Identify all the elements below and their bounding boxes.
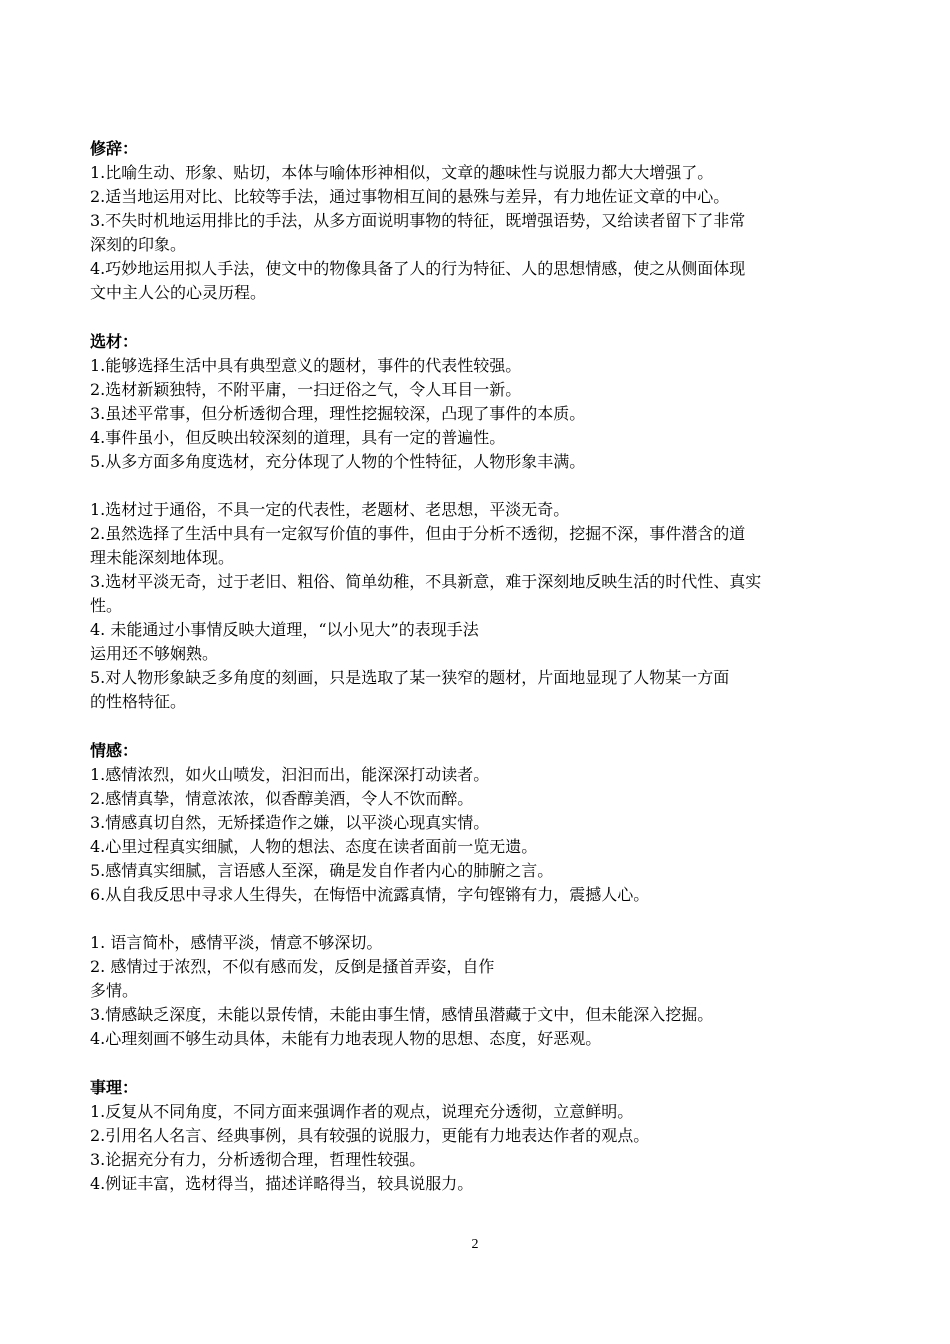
text-line: 4.心里过程真实细腻，人物的想法、态度在读者面前一览无遗。 xyxy=(90,837,538,856)
text-line: 理未能深刻地体现。 xyxy=(90,548,235,567)
text-line: 6.从自我反思中寻求人生得失，在悔悟中流露真情，字句铿锵有力，震撼人心。 xyxy=(90,885,650,904)
rhetoric-section xyxy=(90,137,870,305)
text-line: 多情。 xyxy=(90,981,139,1000)
text-line: 3.论据充分有力，分析透彻合理，哲理性较强。 xyxy=(90,1150,426,1169)
text-line: 3.情感真切自然，无矫揉造作之嫌，以平淡心现真实情。 xyxy=(90,813,490,832)
text-line: 3.不失时机地运用排比的手法，从多方面说明事物的特征，既增强语势，又给读者留下了非常 xyxy=(90,211,746,230)
text-line: 2.适当地运用对比、比较等手法，通过事物相互间的悬殊与差异，有力地佐证文章的中心。 xyxy=(90,187,730,206)
text-line: 4.例证丰富，选材得当，描述详略得当，较具说服力。 xyxy=(90,1174,474,1193)
text-line: 1. 语言简朴，感情平淡，情意不够深切。 xyxy=(90,933,383,952)
reasoning-section xyxy=(90,1076,870,1196)
text-line: 2. 感情过于浓烈，不似有感而发，反倒是搔首弄姿，自作 xyxy=(90,957,495,976)
text-line: 的性格特征。 xyxy=(90,692,187,711)
text-line: 1.反复从不同角度，不同方面来强调作者的观点，说理充分透彻，立意鲜明。 xyxy=(90,1102,634,1121)
section-heading: 事理： xyxy=(90,1078,139,1097)
text-line: 5.对人物形象缺乏多角度的刻画，只是选取了某一狭窄的题材，片面地显现了人物某一方面 xyxy=(90,668,730,687)
text-line: 文中主人公的心灵历程。 xyxy=(90,283,267,302)
text-line: 性。 xyxy=(90,596,123,615)
text-line: 5.从多方面多角度选材，充分体现了人物的个性特征，人物形象丰满。 xyxy=(90,452,586,471)
text-line: 1.能够选择生活中具有典型意义的题材，事件的代表性较强。 xyxy=(90,356,522,375)
text-line: 4.事件虽小，但反映出较深刻的道理，具有一定的普遍性。 xyxy=(90,428,506,447)
text-line: 2.引用名人名言、经典事例，具有较强的说服力，更能有力地表达作者的观点。 xyxy=(90,1126,650,1145)
text-line: 5.感情真实细腻，言语感人至深，确是发自作者内心的肺腑之言。 xyxy=(90,861,554,880)
text-line: 2.选材新颖独特，不附平庸，一扫迂俗之气，令人耳目一新。 xyxy=(90,380,522,399)
document-body xyxy=(90,137,870,1221)
group-spacer xyxy=(90,474,870,498)
text-line: 2.虽然选择了生活中具有一定叙写价值的事件，但由于分析不透彻，挖掘不深，事件潜含的道 xyxy=(90,524,746,543)
text-line: 2.感情真挚，情意浓浓，似香醇美酒，令人不饮而醉。 xyxy=(90,789,474,808)
text-line: 1.感情浓烈，如火山喷发，汩汩而出，能深深打动读者。 xyxy=(90,765,490,784)
text-line: 深刻的印象。 xyxy=(90,235,187,254)
text-line: 3.虽述平常事，但分析透彻合理，理性挖掘较深，凸现了事件的本质。 xyxy=(90,404,586,423)
text-line: 3.选材平淡无奇，过于老旧、粗俗、简单幼稚，不具新意，难于深刻地反映生活的时代性、真实 xyxy=(90,572,762,591)
text-line: 3.情感缺乏深度，未能以景传情，未能由事生情，感情虽潜藏于文中，但未能深入挖掘。 xyxy=(90,1005,714,1024)
section-heading: 情感： xyxy=(90,741,139,760)
text-line: 4.心理刻画不够生动具体，未能有力地表现人物的思想、态度，好恶观。 xyxy=(90,1029,602,1048)
section-heading: 选材： xyxy=(90,332,139,351)
emotion-section xyxy=(90,739,870,1051)
group-spacer xyxy=(90,907,870,931)
text-line: 运用还不够娴熟。 xyxy=(90,644,219,663)
page-number: 2 xyxy=(471,1237,479,1252)
text-line: 1.选材过于通俗，不具一定的代表性，老题材、老思想，平淡无奇。 xyxy=(90,500,570,519)
text-line: 4. 未能通过小事情反映大道理，“以小见大”的表现手法 xyxy=(90,620,479,639)
text-line: 4.巧妙地运用拟人手法，使文中的物像具备了人的行为特征、人的思想情感，使之从侧面体现 xyxy=(90,259,746,278)
section-heading: 修辞： xyxy=(90,139,139,158)
material-section xyxy=(90,330,870,714)
text-line: 1.比喻生动、形象、贴切，本体与喻体形神相似，文章的趣味性与说服力都大大增强了。 xyxy=(90,163,714,182)
